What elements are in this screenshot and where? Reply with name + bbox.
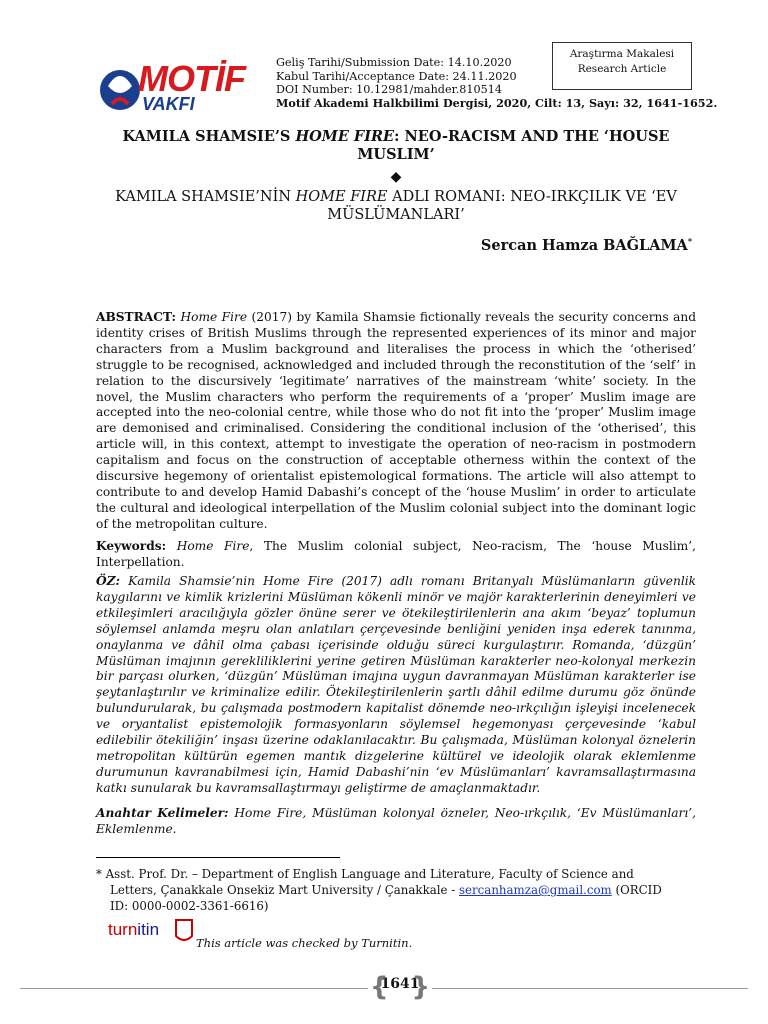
acceptance-date: Kabul Tarihi/Acceptance Date: 24.11.2020 bbox=[276, 69, 517, 83]
article-type-en: Research Article bbox=[577, 63, 667, 75]
footnote-marker: * bbox=[96, 867, 102, 881]
footnote-line2: Letters, Çanakkale Onsekiz Mart University / Çanakkale - sercanhamza@gmail.com (ORCID bbox=[110, 883, 662, 897]
oz-text: Kamila Shamsie’nin Home Fire (2017) adlı romanı Britanyalı Müslümanların güvenlik kaygılarını ve kimlik krizlerini Müslüman kökenli minör ve majör karakterlerinin deneyimleri ve etkileşimleri aracılığıyla gözler önüne serer ve ötekileştirilenlerin ana akım ‘beyaz’ toplumun söylemsel anlamda meşru olan anlatıları çerçevesinde benliğini yeniden inşa ederek tanınma, onaylanma ve dâhil olma çabası içerisinde olduğu süreci kurgulaştırır. Romanda, ‘düzgün’ Müslüman imajının gerekliliklerini yerine getiren Müslüman karakterler neo-kolonyal merkezin bir parçası olurken, ‘düzgün’ Müslüman imajına uygun davranmayan Müslüman karakterler ise şeytanlaştırılır ve kriminalize edilir. Ötekileştirilenlerin şartlı dâhil edilme durumu göz önünde bulundurularak, bu çalışmada postmodern kapitalist dönemde neo-ırkçılığın işleyişi incelenecek ve oryantalist epistemolojik formasyonların söylemsel hegemonyası çerçevesinde ‘kabul edilebilir ötekiliğin’ inşası üzerine odaklanılacaktır. Bu çalışmada, Müslüman kolonyal öznelerin metropolitan kültürün egemen mantık dizgelerine kültürel ve ideolojik olarak eklemlenme durumunun kavranabilmesi için, Hamid Dabashi’nin ‘ev Müslümanları’ kavramsallaştırmasına katkı sunularak bu kavramsallaştırmayı geliştirme de amaçlanmaktadır. bbox=[96, 574, 696, 795]
footnote-text-line1: Asst. Prof. Dr. – Department of English Language and Literature, Faculty of Science and bbox=[101, 867, 634, 881]
author-footnote-marker: * bbox=[687, 236, 692, 246]
abstract-book-title: Home Fire bbox=[180, 310, 248, 324]
footnote-rule bbox=[96, 857, 340, 858]
article-type-box bbox=[552, 42, 692, 90]
right-brace-icon: } bbox=[411, 972, 430, 1002]
oz-label: ÖZ: bbox=[96, 574, 121, 588]
keywords-book-title: Home Fire bbox=[176, 539, 250, 553]
footnote-orcid: ID: 0000-0002-3361-6616) bbox=[110, 899, 269, 913]
motif-vakfi-logo bbox=[98, 56, 248, 120]
title-turkish: KAMILA SHAMSIE’NİN HOME FIRE ADLI ROMANI: NEO-IRKÇILIK VE ‘EV MÜSLÜMANLARI’ bbox=[115, 189, 677, 223]
keywords-text: , The Muslim colonial subject, Neo-racism, The ‘house Muslim’, Interpellation. bbox=[96, 539, 696, 569]
journal-name: Motif Akademi Halkbilimi Dergisi bbox=[276, 95, 489, 110]
article-type-tr: Araştırma Makalesi bbox=[569, 48, 675, 60]
author-email-link[interactable]: sercanhamza@gmail.com bbox=[459, 883, 612, 897]
turnitin-logo bbox=[108, 916, 198, 946]
author-name: Sercan Hamza BAĞLAMA* bbox=[480, 236, 692, 254]
oz-paragraph bbox=[96, 574, 696, 797]
page-number: { 1641 } bbox=[370, 972, 430, 1002]
abstract-label: ABSTRACT: bbox=[96, 310, 177, 324]
keywords-paragraph bbox=[96, 539, 696, 571]
author-footnote bbox=[96, 866, 696, 914]
logo-word-motif: MOTİF bbox=[138, 58, 245, 99]
turnitin-note: This article was checked by Turnitin. bbox=[196, 936, 413, 950]
logo-word-vakfi: VAKFI bbox=[142, 94, 195, 114]
doi-number: DOI Number: 10.12981/mahder.810514 bbox=[276, 83, 502, 97]
title-divider-icon: ◆ bbox=[390, 169, 402, 185]
submission-date: Geliş Tarihi/Submission Date: 14.10.2020 bbox=[276, 56, 512, 69]
journal-details: , 2020, Cilt: 13, Sayı: 32, 1641-1652. bbox=[488, 95, 718, 110]
title-english: KAMILA SHAMSIE’S HOME FIRE: NEO-RACISM AND THE ‘HOUSE MUSLIM’ bbox=[122, 128, 670, 163]
turnitin-logo-part1: turn bbox=[108, 920, 138, 939]
abstract-paragraph bbox=[96, 310, 696, 533]
anahtar-label: Anahtar Kelimeler: bbox=[96, 806, 229, 820]
anahtar-kelimeler-paragraph bbox=[96, 806, 696, 838]
turnitin-mark-icon bbox=[172, 916, 198, 946]
journal-citation bbox=[276, 95, 718, 111]
turnitin-logo-part2: itin bbox=[137, 920, 160, 939]
keywords-label: Keywords: bbox=[96, 539, 167, 553]
anahtar-text: Home Fire, Müslüman kolonyal özneler, Neo-ırkçılık, ‘Ev Müslümanları’, Eklemlenme. bbox=[96, 806, 697, 836]
left-brace-icon: { bbox=[370, 972, 389, 1002]
abstract-text: (2017) by Kamila Shamsie fictionally reveals the security concerns and identity crises of British Muslims through the represented experiences of its minor and major characters from a Muslim background and literalises the process in which the ‘otherised’ struggle to be recognised, acknowledged and included through the reconstitution of the ‘self’ in relation to the discursively ‘legitimate’ narratives of the mainstream ‘white’ society. In the novel, the Muslim characters who perform the requirements of a ‘proper’ Muslim image are accepted into the neo-colonial centre, while those who do not fit into the ‘proper’ Muslim image are demonised and criminalised. Considering the conditional inclusion of the ‘otherised’, this article will, in this context, attempt to investigate the operation of neo-racism in postmodern capitalism and focus on the construction of acceptable otherness within the context of the discursive hegemony of orientalist epistemological formations. The article will also attempt to contribute to and develop Hamid Dabashi’s concept of the ‘house Muslim’ in order to articulate the cultural and ideological interpellation of the Muslim colonial subject into the dominant logic of the metropolitan culture. bbox=[96, 310, 697, 531]
